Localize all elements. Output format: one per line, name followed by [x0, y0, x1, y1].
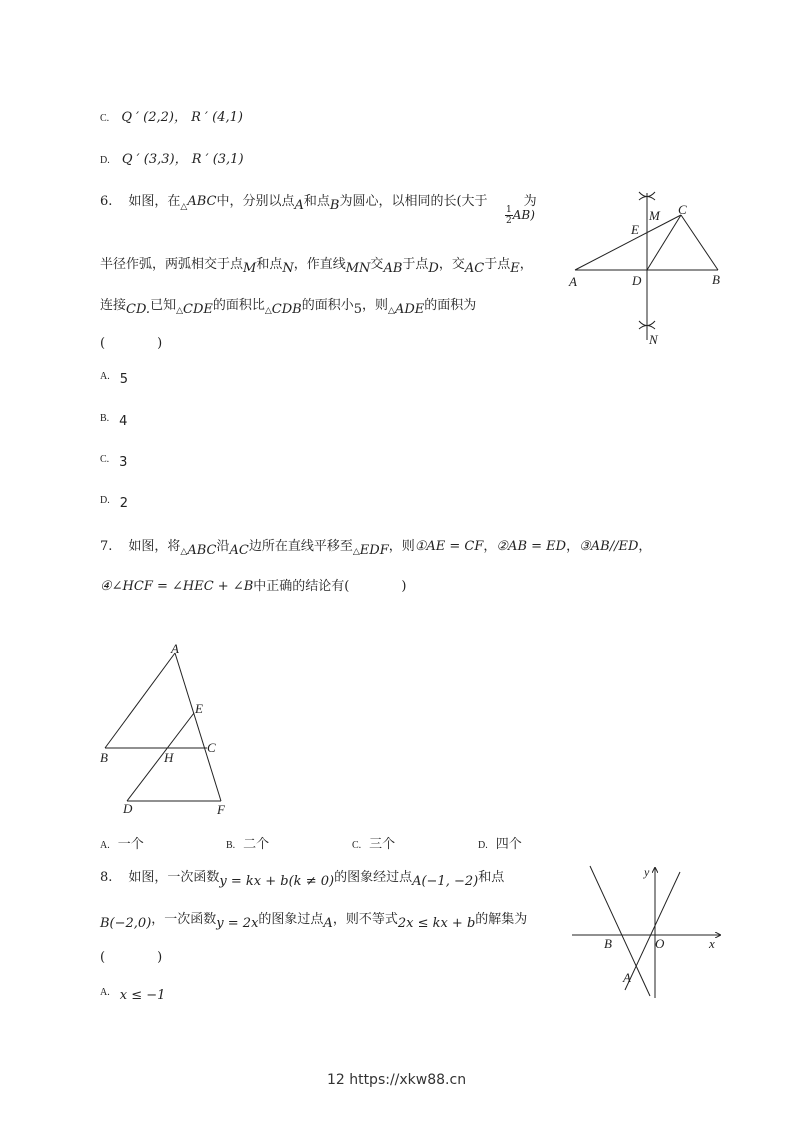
math: CD.	[126, 302, 151, 317]
math: CDB	[271, 302, 302, 317]
math: AC	[464, 261, 485, 276]
text: ，	[638, 539, 652, 554]
text: ，	[566, 539, 580, 554]
point-label-f: F	[217, 802, 225, 817]
text: (大于	[456, 194, 488, 209]
point-label-h: H	[164, 750, 174, 765]
option-label: B.	[226, 840, 236, 851]
math: AB)	[512, 208, 535, 222]
option-label: C.	[100, 113, 110, 124]
text: 半径作弧，两弧相交于点	[100, 257, 244, 272]
statement-2: ②AB = ED	[496, 539, 567, 554]
text: 已知	[150, 298, 177, 313]
point-label-d: D	[123, 801, 133, 816]
math: AC	[229, 543, 249, 558]
segment-cd	[647, 215, 681, 270]
math: A(−1, −2)	[412, 874, 479, 889]
text: 的解集为	[475, 912, 528, 927]
text: ，则不等式	[332, 912, 398, 927]
point-label-a: A	[569, 274, 577, 289]
text: 沿	[216, 539, 230, 554]
text: ，则	[362, 298, 389, 313]
math: E	[510, 261, 520, 276]
math: MN	[345, 261, 371, 276]
text: )	[349, 579, 407, 594]
text: 连接	[100, 298, 127, 313]
q6-option-d	[100, 492, 128, 511]
point-label-e: E	[195, 701, 203, 716]
option-text: 二个	[243, 837, 270, 852]
question-number: 6.	[100, 194, 113, 209]
segment-ac	[575, 215, 681, 270]
triangle-symbol: △	[352, 547, 360, 557]
option-label: D.	[100, 495, 110, 506]
q7-option-d	[478, 833, 522, 852]
triangle-symbol: △	[388, 306, 395, 316]
point-label-b: B	[100, 750, 108, 765]
point-label-a: A	[623, 970, 631, 985]
math: AB	[383, 261, 403, 276]
option-text: 一个	[117, 837, 144, 852]
point-label-n: N	[649, 332, 658, 347]
text: ，	[483, 539, 497, 554]
math: M	[243, 261, 257, 276]
text: ，则	[388, 539, 415, 554]
option-label: A.	[100, 987, 110, 998]
page-footer: 12 https://xkw88.cn	[326, 1072, 467, 1088]
triangle-symbol: △	[180, 202, 188, 212]
option-text: 三个	[369, 837, 396, 852]
option-label: A.	[100, 840, 110, 851]
q7-option-b	[226, 833, 269, 852]
math: CDE	[183, 302, 213, 317]
text: 于点	[402, 257, 429, 272]
text: 中，分别以点	[216, 194, 295, 209]
line-2x	[625, 872, 680, 990]
q6-line-3	[100, 294, 476, 317]
triangle-symbol: △	[180, 547, 188, 557]
point-label-c: C	[678, 202, 687, 217]
q6-answer-paren: ( )	[100, 336, 163, 351]
fraction-numerator: 1	[506, 205, 512, 215]
text: 的面积比	[212, 298, 265, 313]
text: 的面积小	[301, 298, 354, 313]
option-text: 4	[119, 414, 128, 429]
question-number: 7.	[100, 539, 113, 554]
text: 如图，将	[128, 539, 181, 554]
statement-1: ①AE = CF	[414, 539, 484, 554]
option-label: D.	[100, 155, 110, 166]
question-number: 8.	[100, 870, 113, 885]
math: ADE	[394, 302, 425, 317]
text: 边所在直线平移至	[248, 539, 353, 554]
math: A	[323, 916, 333, 931]
statement-3: ③AB//ED	[579, 539, 639, 554]
option-label: B.	[100, 413, 110, 424]
text: 为	[523, 194, 537, 209]
text: 中正确的结论有(	[253, 579, 350, 594]
math: A	[294, 198, 304, 213]
q6-half-ab	[505, 205, 535, 226]
q8-option-a	[100, 984, 165, 1003]
point-label-a: A	[171, 643, 179, 656]
text: 如图，一次函数	[128, 870, 220, 885]
option-label: C.	[100, 454, 110, 465]
text: ，交	[438, 257, 465, 272]
q5-option-d	[100, 148, 244, 167]
origin-label: O	[655, 936, 665, 951]
math: y = kx + b(k ≠ 0)	[219, 874, 335, 889]
point-label-d: D	[632, 273, 642, 288]
q7-line-1	[100, 535, 651, 558]
segment-ed	[127, 713, 194, 801]
option-text: Q ′ (3,3)， R ′ (3,1)	[121, 152, 244, 167]
option-text: x ≤ −1	[119, 988, 166, 1003]
text: 交	[370, 257, 384, 272]
text: 于点	[484, 257, 511, 272]
q7-option-c	[352, 833, 395, 852]
text: 和点	[303, 194, 330, 209]
option-text: 四个	[495, 837, 522, 852]
point-label-b: B	[604, 936, 612, 951]
text: 的图象过点	[258, 912, 324, 927]
option-text: 2	[119, 496, 129, 511]
text: 一次函数	[164, 912, 217, 927]
option-text: 5	[119, 372, 129, 387]
triangle-symbol: △	[176, 306, 183, 316]
q5-option-c	[100, 106, 243, 125]
q6-line-2	[100, 253, 533, 276]
point-label-m: M	[649, 208, 660, 223]
option-text: Q ′ (2,2)， R ′ (4,1)	[121, 110, 243, 125]
statement-4: ④∠HCF = ∠HEC + ∠B	[100, 579, 254, 594]
text: 和点	[256, 257, 283, 272]
q8-line-2	[100, 908, 527, 931]
segment-af	[175, 653, 221, 801]
point-label-e: E	[631, 222, 639, 237]
segment-ab	[105, 653, 175, 748]
line-kx-plus-b	[590, 866, 650, 996]
option-label: D.	[478, 840, 488, 851]
math: B(−2,0)	[100, 916, 152, 931]
math: EDF	[359, 543, 389, 558]
q8-answer-paren: ( )	[100, 950, 163, 965]
math: D	[428, 261, 439, 276]
q6-option-b	[100, 410, 127, 429]
math: y = 2x	[216, 916, 259, 931]
option-label: A.	[100, 371, 110, 382]
option-label: C.	[352, 840, 362, 851]
fraction	[505, 205, 513, 226]
text: ，	[519, 257, 533, 272]
q6-figure	[565, 188, 735, 350]
math: 2x ≤ kx + b	[397, 916, 476, 931]
text: 和点	[478, 870, 505, 885]
q6-option-a	[100, 368, 128, 387]
q6-line-1	[100, 190, 537, 213]
q7-option-a	[100, 833, 144, 852]
q7-figure	[95, 643, 245, 821]
axis-label-x: x	[709, 936, 715, 951]
q7-line-2	[100, 575, 406, 594]
text: 的面积为	[424, 298, 477, 313]
point-label-b: B	[712, 272, 720, 287]
text: 的图象经过点	[334, 870, 413, 885]
math: ABC	[187, 543, 217, 558]
triangle-symbol: △	[264, 306, 272, 316]
point-label-c: C	[207, 740, 216, 755]
text: ，	[151, 912, 165, 927]
segment-cb	[681, 215, 718, 270]
text: ，作直线	[293, 257, 346, 272]
math: B	[329, 198, 340, 213]
q8-figure	[570, 860, 730, 1000]
text: 如图，在	[128, 194, 181, 209]
axis-label-y: y	[644, 865, 650, 879]
option-text: 3	[119, 455, 128, 470]
math: N	[282, 261, 294, 276]
q6-option-c	[100, 451, 127, 470]
math: 5	[353, 302, 363, 317]
q8-line-1	[100, 866, 504, 889]
math: ABC	[187, 194, 217, 209]
text: 为圆心，以相同的长	[339, 194, 457, 209]
fraction-denominator: 2	[506, 216, 512, 226]
